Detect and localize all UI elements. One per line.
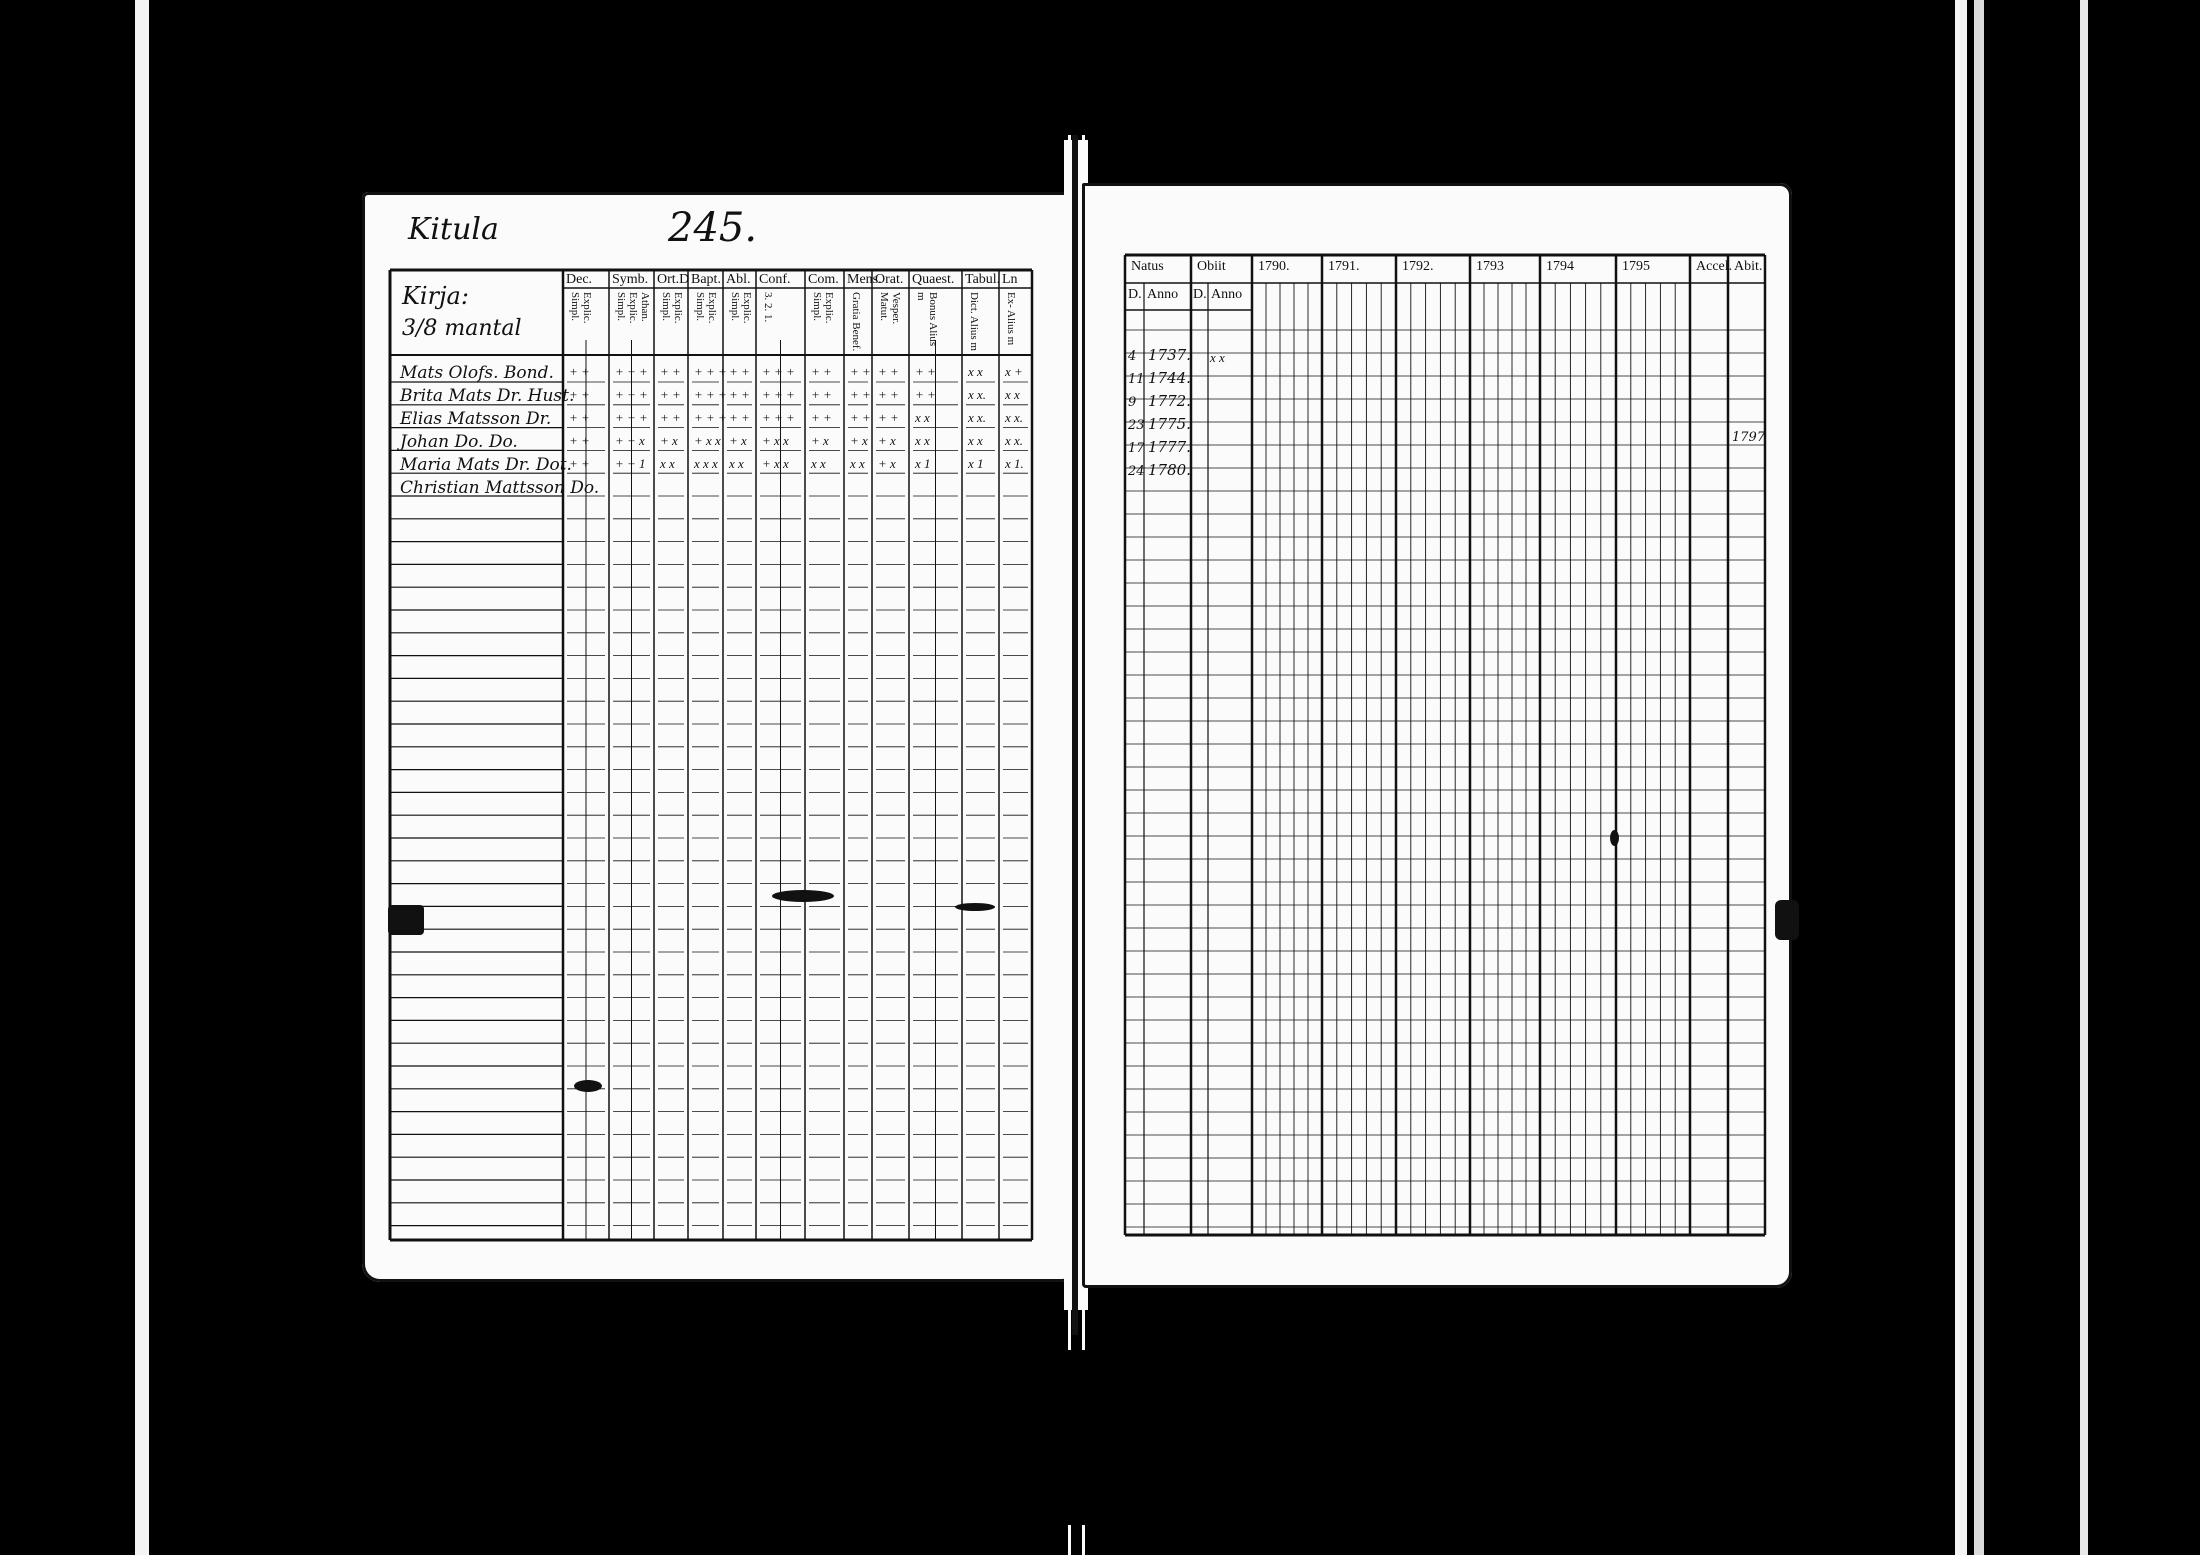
attendance-mark: x x bbox=[968, 433, 983, 448]
attendance-mark: x x bbox=[811, 456, 826, 471]
attendance-mark: + + bbox=[811, 387, 832, 402]
column-subheader: Bonus Alius m bbox=[915, 292, 939, 347]
attendance-mark: + x x bbox=[762, 433, 789, 448]
attendance-mark: x x bbox=[660, 456, 675, 471]
column-header: Mens. bbox=[847, 272, 882, 287]
attendance-mark: + x bbox=[878, 433, 896, 448]
column-header: Natus bbox=[1131, 259, 1164, 274]
column-subheader: Anno bbox=[1147, 287, 1179, 302]
person-name: Christian Mattsson Do. bbox=[400, 478, 600, 498]
attendance-mark: x x bbox=[915, 410, 930, 425]
birth-year: 1772. bbox=[1148, 392, 1191, 410]
birth-year: 1775. bbox=[1148, 415, 1191, 433]
column-header: Abl. bbox=[726, 272, 751, 287]
attendance-mark: + + bbox=[850, 410, 871, 425]
column-header: Obiit bbox=[1197, 259, 1226, 274]
clip-right bbox=[1775, 900, 1799, 940]
column-header: Abit. bbox=[1734, 259, 1763, 274]
attendance-mark: + + bbox=[569, 456, 590, 471]
column-subheader: Ex- Alius m bbox=[1005, 292, 1017, 346]
attendance-mark: + + 1 bbox=[615, 456, 646, 471]
attendance-mark: + + bbox=[569, 387, 590, 402]
attendance-mark: x 1 bbox=[915, 456, 931, 471]
attendance-mark: + x bbox=[811, 433, 829, 448]
attendance-mark: + + bbox=[660, 387, 681, 402]
column-header: Orat. bbox=[875, 272, 904, 287]
person-name: Elias Matsson Dr. bbox=[400, 409, 552, 429]
person-name: Brita Mats Dr. Hust. bbox=[400, 386, 575, 406]
column-header: 1790. bbox=[1258, 259, 1290, 274]
attendance-mark: + + + bbox=[615, 364, 648, 379]
column-header: Bapt. bbox=[691, 272, 721, 287]
column-subheader: Explic. Simpl. bbox=[694, 292, 718, 324]
attendance-mark: + x bbox=[729, 433, 747, 448]
attendance-mark: x 1 bbox=[968, 456, 984, 471]
attendance-mark: + + + bbox=[615, 410, 648, 425]
attendance-mark: x x bbox=[729, 456, 744, 471]
column-subheader: Explic. Simpl. bbox=[729, 292, 753, 324]
attendance-mark: + + bbox=[729, 387, 750, 402]
column-subheader: Explic. Simpl. bbox=[660, 292, 684, 324]
attendance-mark: + + bbox=[878, 387, 899, 402]
birth-year: 1780. bbox=[1148, 461, 1191, 479]
column-subheader: Explic. Simpl. bbox=[811, 292, 835, 324]
birth-day: 17 bbox=[1128, 441, 1145, 456]
attendance-mark: + + x bbox=[615, 433, 645, 448]
column-header: Dec. bbox=[566, 272, 593, 287]
attendance-mark: + + bbox=[878, 364, 899, 379]
attendance-mark: + + bbox=[729, 410, 750, 425]
attendance-mark: + x bbox=[660, 433, 678, 448]
attendance-mark: x x bbox=[850, 456, 865, 471]
attendance-mark: + + + bbox=[762, 387, 795, 402]
birth-day: 24 bbox=[1128, 464, 1145, 479]
column-header: Ort.D bbox=[657, 272, 690, 287]
attendance-mark: + x bbox=[850, 433, 868, 448]
attendance-mark: + + bbox=[811, 410, 832, 425]
birth-year: 1737. bbox=[1148, 346, 1191, 364]
attendance-mark: + + + bbox=[694, 387, 727, 402]
attendance-mark: + + bbox=[915, 364, 936, 379]
attendance-mark: + + bbox=[850, 364, 871, 379]
attendance-mark: + + bbox=[850, 387, 871, 402]
attendance-mark: x x. bbox=[1005, 410, 1024, 425]
attendance-mark: + + bbox=[660, 410, 681, 425]
attendance-mark: + + bbox=[569, 364, 590, 379]
column-subheader: Athan. Explic. Simpl. bbox=[615, 292, 651, 324]
attendance-mark: x 1. bbox=[1005, 456, 1024, 471]
ink-blot bbox=[574, 1080, 602, 1092]
attendance-mark: + + + bbox=[762, 410, 795, 425]
abit-note: 1797 bbox=[1732, 430, 1766, 445]
birth-year: 1777. bbox=[1148, 438, 1191, 456]
ink-smudge bbox=[772, 890, 834, 902]
attendance-mark: + + + bbox=[615, 387, 648, 402]
attendance-mark: + x x bbox=[694, 433, 721, 448]
column-header: Tabul. bbox=[965, 272, 1001, 287]
ink-spot bbox=[1610, 830, 1619, 846]
column-header: 1791. bbox=[1328, 259, 1360, 274]
birth-day: 11 bbox=[1128, 372, 1145, 387]
attendance-mark: + + + bbox=[694, 410, 727, 425]
column-subheader: D. bbox=[1193, 287, 1207, 302]
person-name: Maria Mats Dr. Dot. bbox=[400, 455, 572, 475]
attendance-mark: x + bbox=[1005, 364, 1023, 379]
column-header: Quaest. bbox=[912, 272, 955, 287]
column-header: 1792. bbox=[1402, 259, 1434, 274]
birth-day: 4 bbox=[1128, 349, 1137, 364]
attendance-mark: + x bbox=[878, 456, 896, 471]
page-number: 245. bbox=[668, 205, 758, 251]
attendance-mark: + + bbox=[915, 387, 936, 402]
ink-smudge-2 bbox=[955, 903, 995, 911]
attendance-mark: x x. bbox=[968, 410, 987, 425]
clip-left bbox=[388, 905, 424, 935]
column-header: 1793 bbox=[1476, 259, 1504, 274]
attendance-mark: x x bbox=[968, 364, 983, 379]
attendance-mark: x x bbox=[1005, 387, 1020, 402]
place-name: Kitula bbox=[408, 212, 499, 247]
attendance-mark: x x. bbox=[1005, 433, 1024, 448]
attendance-mark: + + + bbox=[762, 364, 795, 379]
attendance-mark: x x. bbox=[968, 387, 987, 402]
person-name: Mats Olofs. Bond. bbox=[400, 363, 554, 383]
death-mark: x x bbox=[1210, 350, 1225, 365]
birth-day: 9 bbox=[1128, 395, 1137, 410]
column-header: Com. bbox=[808, 272, 839, 287]
village-name: Kirja: bbox=[402, 282, 469, 310]
column-subheader: Dict. Alius m bbox=[968, 292, 980, 351]
attendance-mark: + + bbox=[729, 364, 750, 379]
column-subheader: 3. 2. 1. bbox=[762, 292, 774, 323]
column-subheader: Anno bbox=[1211, 287, 1243, 302]
attendance-mark: + + bbox=[660, 364, 681, 379]
column-subheader: D. bbox=[1128, 287, 1142, 302]
attendance-mark: x x bbox=[915, 433, 930, 448]
column-header: 1795 bbox=[1622, 259, 1650, 274]
attendance-mark: x x x bbox=[694, 456, 718, 471]
attendance-mark: + + bbox=[878, 410, 899, 425]
attendance-mark: + + + bbox=[694, 364, 727, 379]
right-table-lines bbox=[1125, 255, 1765, 1235]
person-name: Johan Do. Do. bbox=[400, 432, 518, 452]
column-header: 1794 bbox=[1546, 259, 1574, 274]
mantal-fraction: 3/8 mantal bbox=[402, 316, 522, 341]
attendance-mark: + + bbox=[569, 433, 590, 448]
column-subheader: Vesper. Matut. bbox=[878, 292, 902, 325]
attendance-mark: + + bbox=[569, 410, 590, 425]
column-subheader: Gratia Benef. bbox=[850, 292, 862, 352]
attendance-mark: + x x bbox=[762, 456, 789, 471]
column-header: Accel. bbox=[1696, 259, 1733, 274]
birth-year: 1744. bbox=[1148, 369, 1191, 387]
attendance-mark: + + bbox=[811, 364, 832, 379]
column-header: Conf. bbox=[759, 272, 791, 287]
column-header: Ln bbox=[1002, 272, 1018, 287]
birth-day: 23 bbox=[1128, 418, 1145, 433]
column-header: Symb. bbox=[612, 272, 649, 287]
column-subheader: Explic. Simpl. bbox=[569, 292, 593, 324]
